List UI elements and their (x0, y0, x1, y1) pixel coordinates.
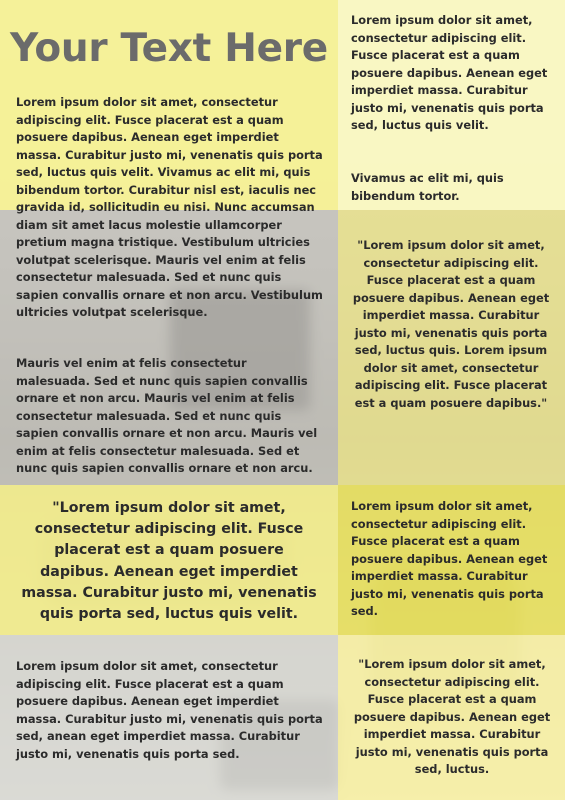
second-body-text: Mauris vel enim at felis consectetur malesuada. Sed et nunc quis sapien convallis ornare et non arcu. Mauris vel enim at felis consectetur malesuada. Sed et nunc quis sapien convallis ornare et non arcu. Mauris vel enim at felis consectetur malesuada. Sed et nunc quis sapien convallis ornare et non arcu. (16, 356, 318, 475)
bottom-left-text: Lorem ipsum dolor sit amet, consectetur adipiscing elit. Fusce placerat est a quam posuere dapibus. Aenean eget imperdiet massa. Curabitur justo mi, venenatis quis porta sed, anean eget imperdiet massa. Curabitur justo mi, venenatis quis porta sed. (16, 659, 323, 761)
right-middle-text: Lorem ipsum dolor sit amet, consectetur adipiscing elit. Fusce placerat est a quam posuere dapibus. Aenean eget imperdiet massa. Curabitur justo mi, venenatis quis porta sed. (351, 499, 548, 618)
main-body-text: Lorem ipsum dolor sit amet, consectetur adipiscing elit. Fusce placerat est a quam posuere dapibus. Aenean eget imperdiet massa. Curabitur justo mi, venenatis quis porta sed, luctus quis velit. Vivamus ac elit mi, quis bibendum tortor. Curabitur nisl est, iaculis nec gravida id, sollicitudin eu nisi. Nunc accumsan diam sit amet lacus molestie ullamcorper pretium magna tristique. Vestibulum ultricies volutpat scelerisque. Mauris vel enim at felis consectetur malesuada. Sed et nunc quis sapien convallis ornare et non arcu. Vestibulum ultricies volutpat scelerisque. (16, 95, 323, 319)
right-top-text-2: Vivamus ac elit mi, quis bibendum tortor. (351, 171, 504, 203)
page-title: Your Text Here (10, 26, 328, 71)
right-quote-text: "Lorem ipsum dolor sit amet, consectetur adipiscing elit. Fusce placerat est a quam posuere dapibus. Aenean eget imperdiet massa. Curabitur justo mi, venenatis quis porta sed, luctus quis. Lorem ipsum dolor sit amet, consectetur adipiscing elit. Fusce placerat est a quam posuere dapibus." (352, 238, 550, 410)
pull-quote-text: "Lorem ipsum dolor sit amet, consectetur adipiscing elit. Fusce placerat est a quam posuere dapibus. Aenean eget imperdiet massa. Curabitur justo mi, venenatis quis porta sed, luctus quis velit. (21, 500, 317, 623)
bottom-right-quote-text: "Lorem ipsum dolor sit amet, consectetur adipiscing elit. Fusce placerat est a quam posuere dapibus. Aenean eget imperdiet massa. Curabitur justo mi, venenatis quis porta sed, luctus. (353, 657, 551, 776)
right-top-text: Lorem ipsum dolor sit amet, consectetur adipiscing elit. Fusce placerat est a quam posuere dapibus. Aenean eget imperdiet massa. Curabitur justo mi, venenatis quis porta sed, luctus quis velit. (351, 13, 548, 132)
